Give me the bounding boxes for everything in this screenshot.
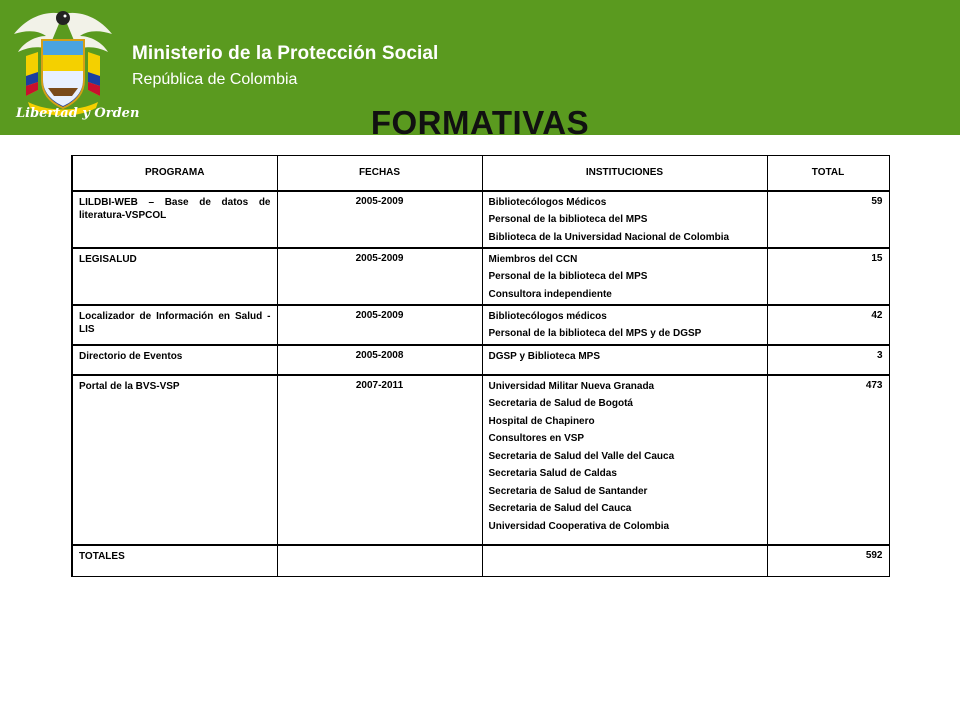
cell-total: 473 — [767, 375, 889, 545]
cell-instituciones — [482, 248, 767, 305]
cell-programa: LEGISALUD — [72, 248, 277, 305]
institution-item: Universidad Cooperativa de Colombia — [488, 520, 670, 532]
page-title: FORMATIVAS — [370, 104, 590, 141]
table-row — [72, 248, 889, 305]
column-header-instituciones: INSTITUCIONES — [482, 156, 767, 191]
cell-total: 42 — [767, 305, 889, 345]
institution-item: Miembros del CCN — [488, 253, 578, 265]
cell-programa: Directorio de Eventos — [72, 345, 277, 375]
institution-item: Secretaria de Salud del Valle del Cauca — [488, 450, 675, 462]
institution-item: Consultora independiente — [488, 288, 612, 300]
institution-item: Secretaria Salud de Caldas — [488, 468, 617, 479]
table-row — [72, 345, 889, 375]
institution-item: Bibliotecólogos Médicos — [488, 196, 607, 208]
cell-programa: LILDBI-WEB – Base de datos de literatura-VSPCOL — [72, 191, 277, 248]
cell-instituciones — [482, 191, 767, 248]
cell-fechas: 2005-2009 — [277, 305, 482, 345]
institution-item: Biblioteca de la Universidad Nacional de Colombia — [488, 231, 730, 243]
cell-programa: Portal de la BVS-VSP — [72, 375, 277, 545]
institution-item: Hospital de Chapinero — [488, 415, 595, 427]
institution-item: Personal de la biblioteca del MPS — [488, 271, 648, 282]
column-header-fechas: FECHAS — [277, 156, 482, 191]
institution-item: Consultores en VSP — [488, 433, 585, 444]
cell-fechas: 2005-2009 — [277, 191, 482, 248]
institution-item: DGSP y Biblioteca MPS — [488, 350, 601, 362]
ministry-name: Ministerio de la Protección Social — [132, 43, 439, 64]
institution-item: Bibliotecólogos médicos — [488, 310, 607, 322]
cell-instituciones — [482, 305, 767, 345]
totals-row — [72, 545, 889, 577]
cell-instituciones — [482, 345, 767, 375]
republic-name: República de Colombia — [132, 71, 298, 88]
totals-label: TOTALES — [72, 545, 277, 577]
institution-item: Secretaria de Salud de Bogotá — [488, 398, 633, 409]
table-header-row — [72, 156, 889, 191]
table-row — [72, 305, 889, 345]
totals-instituciones — [482, 545, 767, 577]
cell-total: 3 — [767, 345, 889, 375]
institution-item: Universidad Militar Nueva Granada — [488, 380, 655, 392]
column-header-total: TOTAL — [767, 156, 889, 191]
cell-fechas: 2005-2009 — [277, 248, 482, 305]
column-header-programa: PROGRAMA — [72, 156, 277, 191]
institution-item: Secretaria de Salud del Cauca — [488, 503, 632, 514]
institution-item: Personal de la biblioteca del MPS y de DGSP — [488, 328, 702, 339]
table-row — [72, 375, 889, 545]
cell-total: 59 — [767, 191, 889, 248]
institution-item: Secretaria de Salud de Santander — [488, 485, 648, 497]
cell-programa: Localizador de Información en Salud - LIS — [72, 305, 277, 345]
cell-fechas: 2005-2008 — [277, 345, 482, 375]
totals-fechas — [277, 545, 482, 577]
formativas-table — [71, 155, 890, 577]
cell-instituciones — [482, 375, 767, 545]
institution-item: Personal de la biblioteca del MPS — [488, 214, 648, 225]
motto-text: Libertad y Orden — [16, 106, 140, 121]
cell-total: 15 — [767, 248, 889, 305]
table-row — [72, 191, 889, 248]
cell-fechas: 2007-2011 — [277, 375, 482, 545]
totals-total: 592 — [767, 545, 889, 577]
